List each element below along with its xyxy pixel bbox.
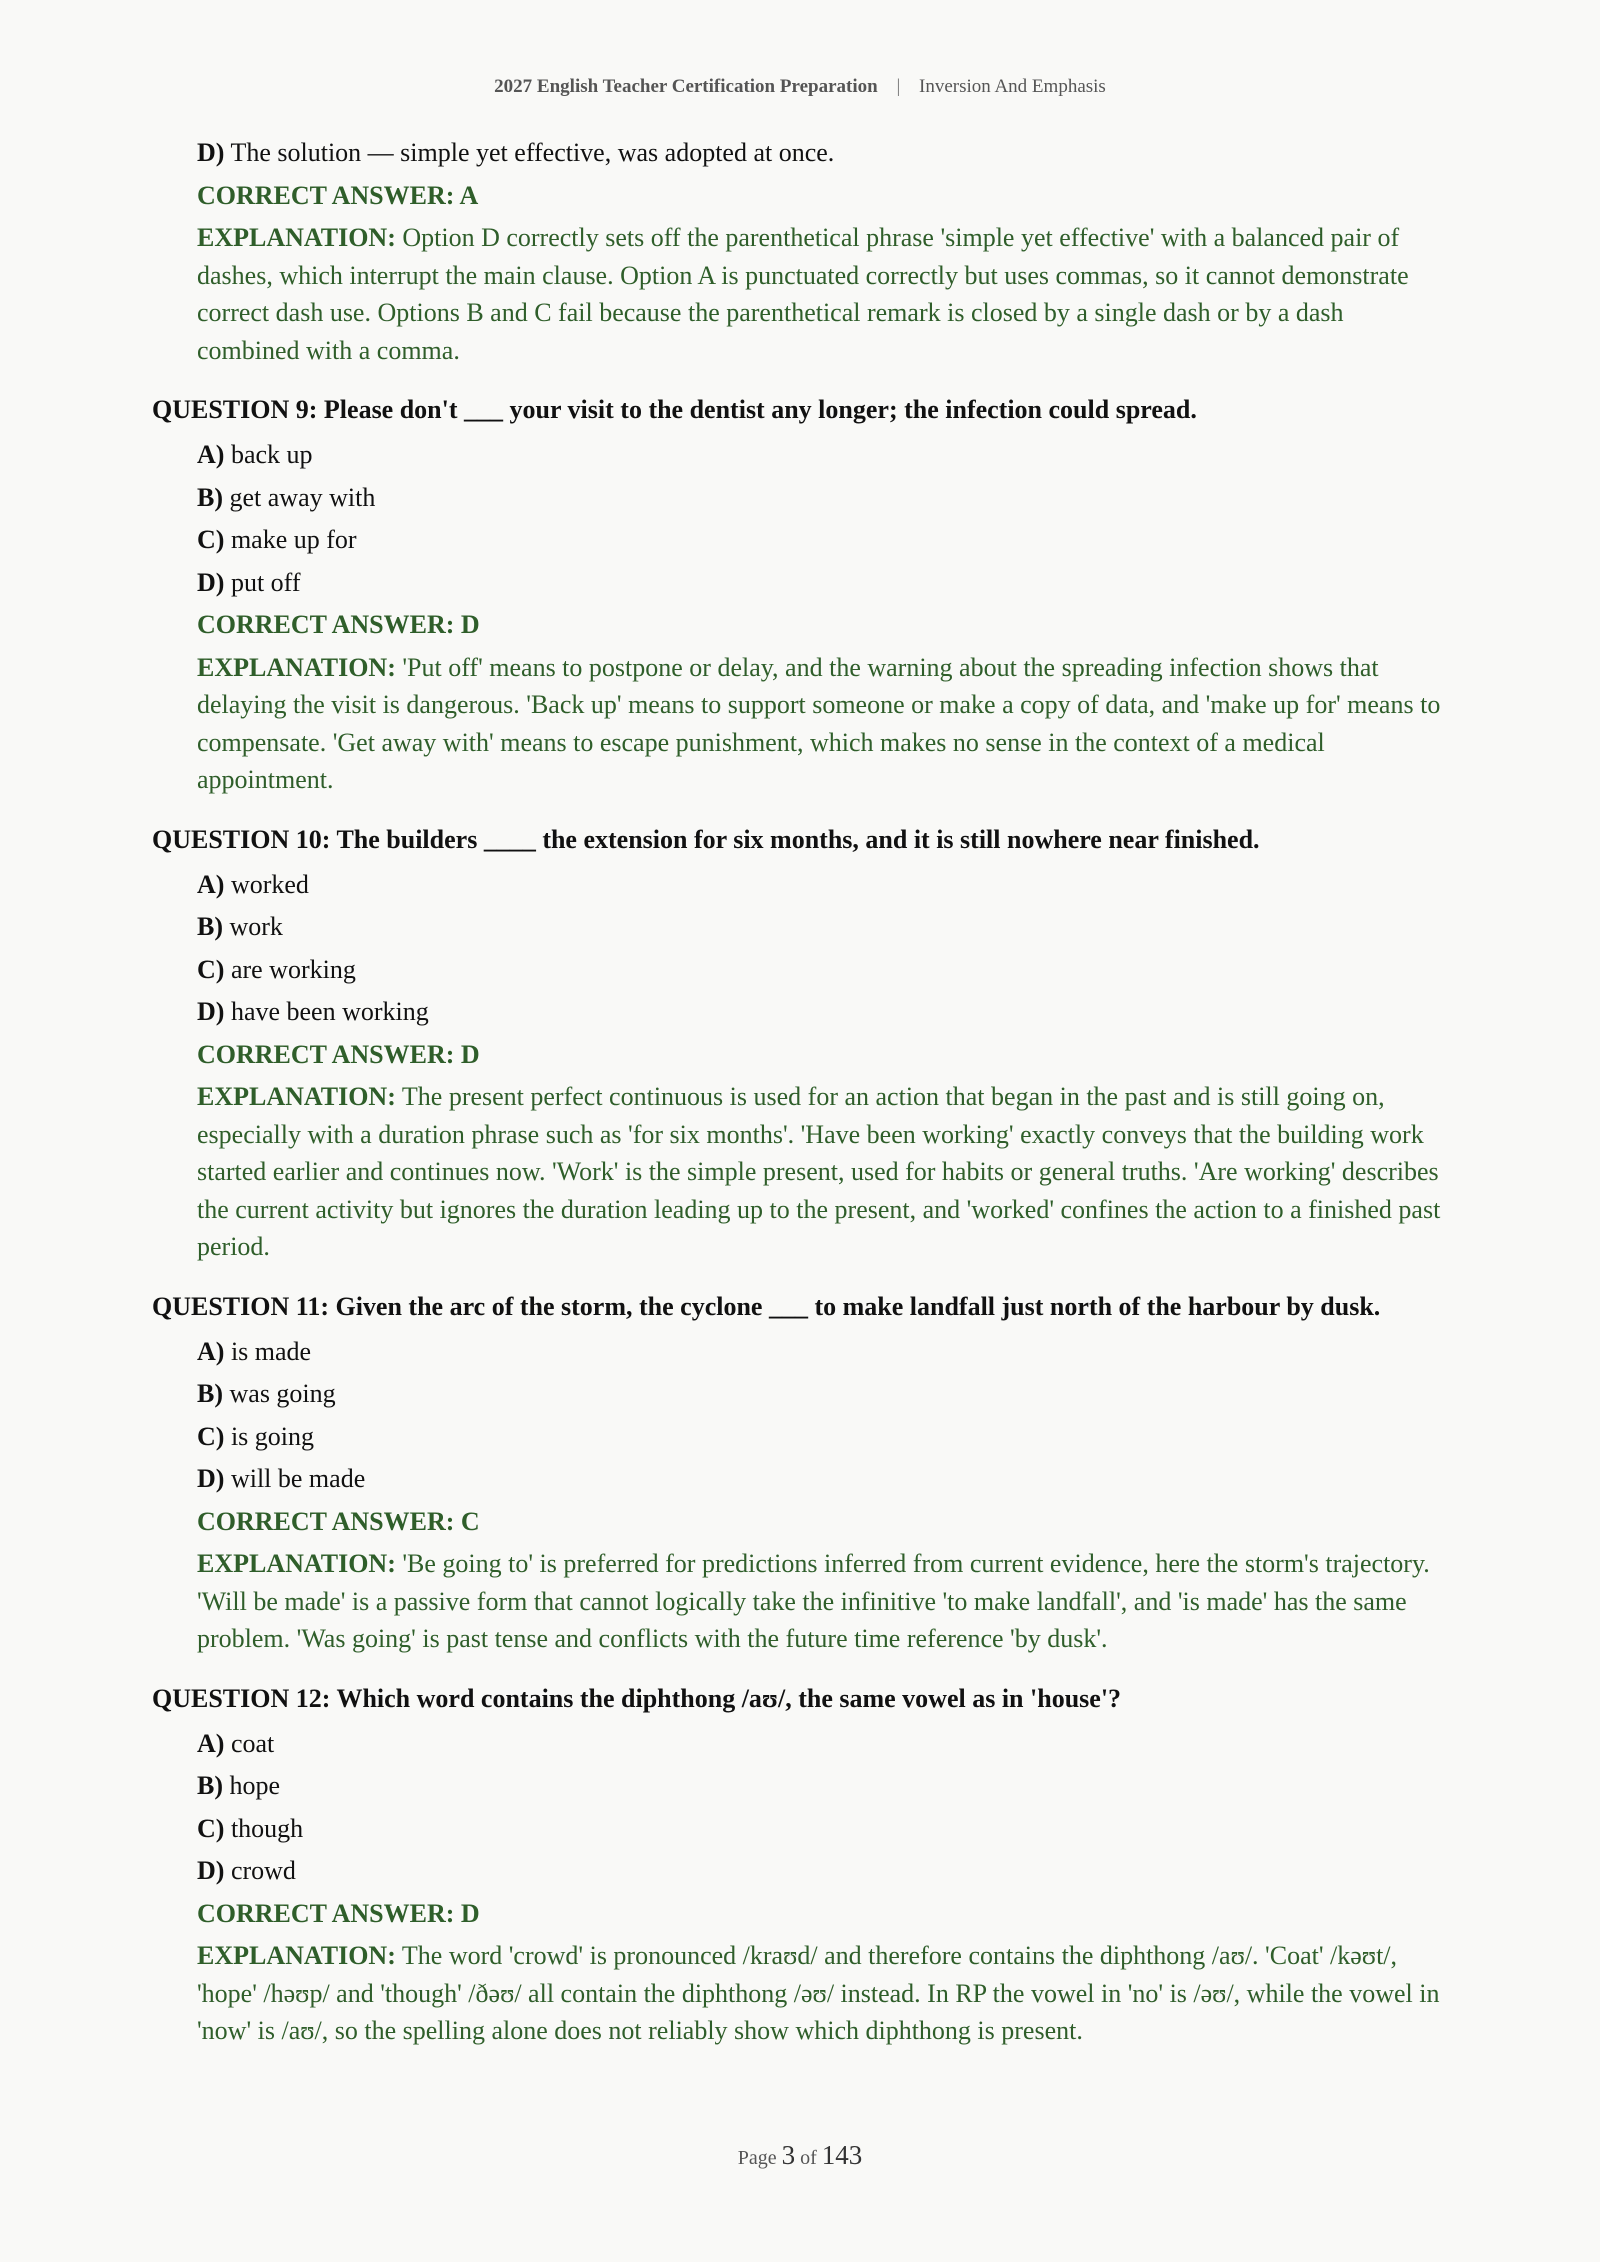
page-number: 3 [781, 2140, 796, 2170]
running-header [0, 76, 1600, 98]
option-a [152, 1723, 1452, 1766]
total-pages: 143 [821, 2140, 863, 2170]
explanation-label: EXPLANATION: [197, 1941, 396, 1970]
header-title: 2027 English Teacher Certification Preparation [494, 76, 878, 97]
explanation-text: The word 'crowd' is pronounced /kraʊd/ and therefore contains the diphthong /aʊ/. 'Coat' /kəʊt/, 'hope' /həʊp/ and 'though' /ðəʊ/ all contain the diphthong /əʊ/ instead. In RP the vowel in 'no' is /əʊ/, while the vowel in 'now' is /aʊ/, so the spelling alone does not reliably show which diphthong is present. [197, 1941, 1440, 2045]
header-section: Inversion And Emphasis [919, 76, 1106, 97]
header-separator: | [896, 76, 901, 97]
question-11-prompt: QUESTION 11: Given the arc of the storm, the cyclone ___ to make landfall just north of the harbour by dusk. [152, 1291, 1381, 1321]
option-letter: D) [197, 997, 225, 1026]
correct-answer: CORRECT ANSWER: C [197, 1506, 480, 1536]
explanation [152, 219, 1452, 369]
correct-answer: CORRECT ANSWER: D [197, 610, 480, 639]
option-letter: C) [197, 525, 225, 554]
option-letter: D) [197, 567, 225, 597]
option-c [152, 1416, 1452, 1459]
option-text: coat [230, 1728, 275, 1758]
option-c [152, 1808, 1452, 1851]
explanation [152, 1078, 1452, 1266]
option-text: hope [229, 1771, 281, 1800]
option-letter: C) [197, 954, 225, 984]
of-word: of [800, 2147, 817, 2169]
option-b [152, 477, 1452, 520]
question-12-prompt: QUESTION 12: Which word contains the diphthong /aʊ/, the same vowel as in 'house'? [152, 1683, 1122, 1713]
option-text: is going [230, 1421, 315, 1451]
option-letter: D) [197, 1856, 225, 1885]
explanation-label: EXPLANATION: [197, 1549, 396, 1578]
option-letter: C) [197, 1421, 225, 1451]
option-d [152, 562, 1452, 605]
explanation [152, 649, 1452, 799]
option-letter: B) [197, 1771, 223, 1800]
question-9-prompt: QUESTION 9: Please don't ___ your visit to the dentist any longer; the infection could spread. [152, 395, 1197, 424]
correct-answer: CORRECT ANSWER: D [197, 1898, 480, 1928]
page-word: Page [737, 2147, 777, 2169]
option-text: will be made [230, 1464, 366, 1493]
option-letter: B) [197, 482, 223, 512]
option-a [152, 864, 1452, 907]
explanation [152, 1545, 1452, 1658]
explanation-label: EXPLANATION: [197, 652, 396, 682]
option-d [152, 991, 1452, 1034]
option-letter: B) [197, 912, 223, 941]
option-c [152, 519, 1452, 562]
explanation-label: EXPLANATION: [197, 223, 396, 252]
option-letter: B) [197, 1379, 223, 1408]
option-text: get away with [229, 482, 376, 512]
correct-answer: CORRECT ANSWER: D [197, 1039, 480, 1069]
option-text: are working [230, 954, 356, 984]
option-letter: A) [197, 1728, 225, 1758]
option-letter: A) [197, 1336, 225, 1366]
explanation-text: 'Be going to' is preferred for predictions inferred from current evidence, here the storm's trajectory. 'Will be made' is a passive form that cannot logically take the infinitive 'to make landfall', and 'is made' has the same problem. 'Was going' is past tense and conflicts with the future time reference 'by dusk'. [197, 1549, 1430, 1653]
option-letter: A) [197, 869, 225, 899]
page-footer [0, 2140, 1600, 2171]
option-text: though [230, 1813, 304, 1843]
option-letter: D) [197, 1464, 225, 1493]
option-a [152, 1331, 1452, 1374]
option-text: make up for [230, 525, 357, 554]
option-letter: D) [197, 138, 225, 167]
option-d [152, 1458, 1452, 1501]
option-a [152, 434, 1452, 477]
option-text: work [229, 912, 283, 941]
option-d [152, 132, 1452, 175]
option-b [152, 1765, 1452, 1808]
explanation [152, 1937, 1452, 2050]
option-letter: A) [197, 440, 225, 469]
explanation-text: The present perfect continuous is used for an action that began in the past and is still going on, especially with a duration phrase such as 'for six months'. 'Have been working' exactly conveys that the building work started earlier and continues now. 'Work' is the simple present, used for habits or general truths. 'Are working' describes the current activity but ignores the duration leading up to the present, and 'worked' confines the action to a finished past period. [197, 1082, 1441, 1261]
option-b [152, 906, 1452, 949]
explanation-label: EXPLANATION: [197, 1082, 396, 1111]
option-d [152, 1850, 1452, 1893]
question-10-prompt: QUESTION 10: The builders ____ the extension for six months, and it is still nowhere near finished. [152, 824, 1260, 854]
option-letter: C) [197, 1813, 225, 1843]
correct-answer: CORRECT ANSWER: A [197, 180, 479, 210]
option-text: was going [229, 1379, 336, 1408]
option-text: crowd [230, 1856, 296, 1885]
option-c [152, 949, 1452, 992]
option-text: back up [230, 440, 313, 469]
option-text: have been working [230, 997, 429, 1026]
option-b [152, 1373, 1452, 1416]
explanation-text: Option D correctly sets off the parenthetical phrase 'simple yet effective' with a balanced pair of dashes, which interrupt the main clause. Option A is punctuated correctly but uses commas, so it cannot demonstrate correct dash use. Options B and C fail because the parenthetical remark is closed by a single dash or by a dash combined with a comma. [197, 223, 1409, 365]
option-text: The solution — simple yet effective, was adopted at once. [230, 138, 835, 167]
option-text: put off [230, 567, 301, 597]
explanation-text: 'Put off' means to postpone or delay, and the warning about the spreading infection shows that delaying the visit is dangerous. 'Back up' means to support someone or make a copy of data, and 'make up for' means to compensate. 'Get away with' means to escape punishment, which makes no sense in the context of a medical appointment. [197, 652, 1441, 794]
option-text: is made [230, 1336, 312, 1366]
option-text: worked [230, 869, 309, 899]
page-content [152, 132, 1452, 2050]
